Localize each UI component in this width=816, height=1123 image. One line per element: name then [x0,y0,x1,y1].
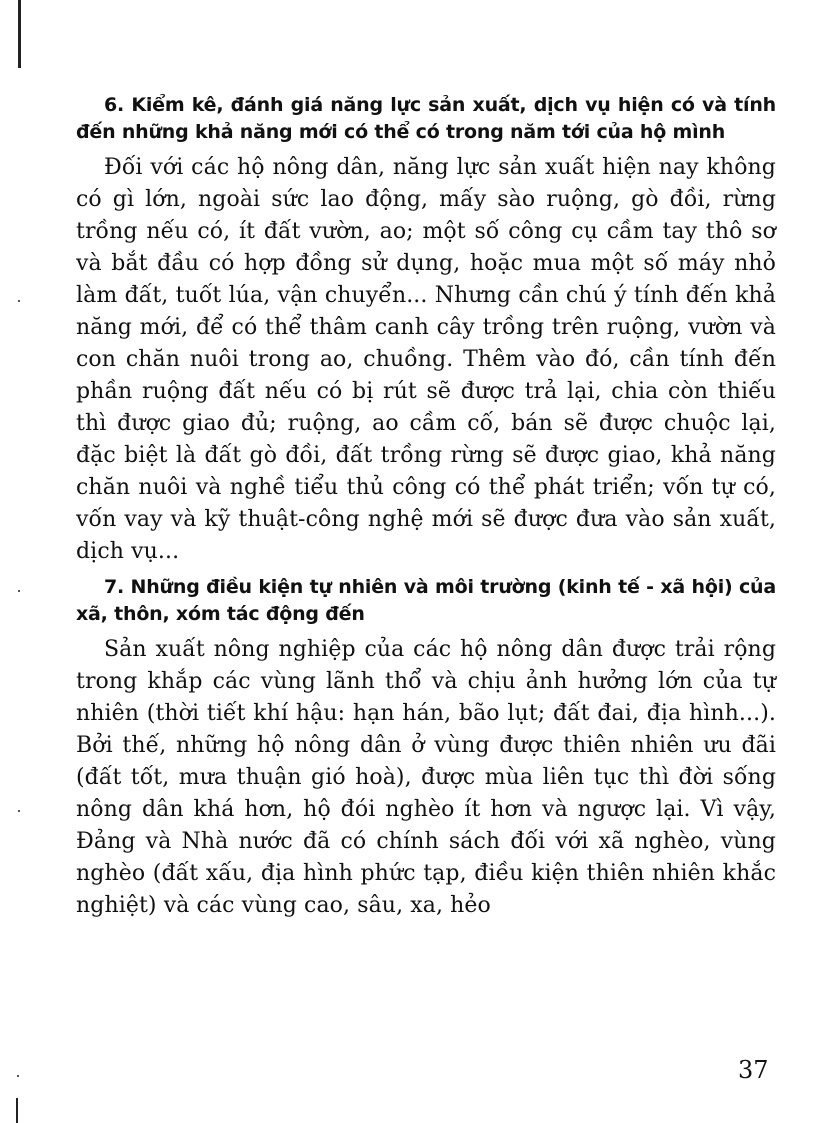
scan-speck [18,810,20,812]
scan-speck [18,590,20,592]
page-content [76,92,776,922]
scan-speck [18,300,20,302]
section-paragraph: Sản xuất nông nghiệp của các hộ nông dân được trải rộng trong khắp các vùng lãnh thổ và chịu ảnh hưởng lớn của tự nhiên (thời tiết khí hậu: hạn hán, bão lụt; đất đai, địa hình...). Bởi thế, những hộ nông dân ở vùng được thiên nhiên ưu đãi (đất tốt, mưa thuận gió hoà), được mùa liên tục thì đời sống nông dân khá hơn, hộ đói nghèo ít hơn và ngược lại. Vì vậy, Đảng và Nhà nước đã có chính sách đối với xã nghèo, vùng nghèo (đất xấu, địa hình phức tạp, điều kiện thiên nhiên khắc nghiệt) và các vùng cao, sâu, xa, hẻo [76,637,776,918]
section-heading: 7. Những điều kiện tự nhiên và môi trường (kinh tế - xã hội) của xã, thôn, xóm tác động đến [76,576,776,625]
section-6 [76,92,776,568]
scan-edge-line-bottom [16,1098,18,1123]
page-number: 37 [738,1056,769,1084]
section-7 [76,574,776,922]
section-heading: 6. Kiểm kê, đánh giá năng lực sản xuất, dịch vụ hiện có và tính đến những khả năng mới có thể có trong năm tới của hộ mình [76,94,776,143]
scan-speck [17,1075,19,1077]
section-paragraph: Đối với các hộ nông dân, năng lực sản xuất hiện nay không có gì lớn, ngoài sức lao động, mấy sào ruộng, gò đồi, rừng trồng nếu có, ít đất vườn, ao; một số công cụ cầm tay thô sơ và bắt đầu có hợp đồng sử dụng, hoặc mua một số máy nhỏ làm đất, tuốt lúa, vận chuyển... Nhưng cần chú ý tính đến khả năng mới, để có thể thâm canh cây trồng trên ruộng, vườn và con chăn nuôi trong ao, chuồng. Thêm vào đó, cần tính đến phần ruộng đất nếu có bị rút sẽ được trả lại, chia còn thiếu thì được giao đủ; ruộng, ao cầm cố, bán sẽ được chuộc lại, đặc biệt là đất gò đồi, đất trồng rừng sẽ được giao, khả năng chăn nuôi và nghề tiểu thủ công có thể phát triển; vốn tự có, vốn vay và kỹ thuật-công nghệ mới sẽ được đưa vào sản xuất, dịch vụ... [76,155,776,564]
scan-edge-line [18,0,21,68]
